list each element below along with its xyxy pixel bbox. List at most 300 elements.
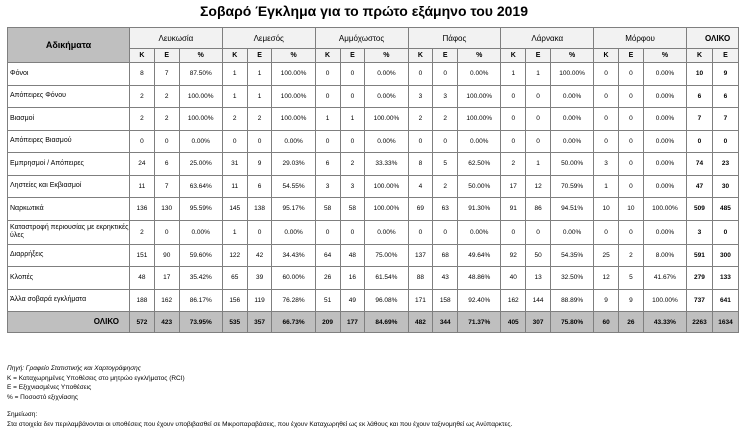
totals-row <box>8 312 739 333</box>
value-cell: 66.73% <box>272 312 315 333</box>
page-title: Σοβαρό Έγκλημα για το πρώτο εξάμηνο του 2019 <box>200 3 528 19</box>
value-cell: 64 <box>315 244 340 267</box>
region-header-ammochostos: Αμμόχωστος <box>315 28 408 49</box>
value-cell: 9 <box>594 289 619 312</box>
value-cell: 69 <box>408 198 433 221</box>
subheader-cell: % <box>551 49 594 63</box>
value-cell: 0 <box>408 63 433 86</box>
value-cell: 26 <box>619 312 644 333</box>
value-cell: 145 <box>222 198 247 221</box>
region-header-total: ΟΛΙΚΟ <box>687 28 739 49</box>
value-cell: 0 <box>315 220 340 244</box>
value-cell: 3 <box>594 153 619 176</box>
value-cell: 100.00% <box>551 63 594 86</box>
value-cell: 65 <box>222 267 247 290</box>
value-cell: 0.00% <box>551 130 594 153</box>
value-cell: 100.00% <box>365 108 408 131</box>
value-cell: 0.00% <box>365 63 408 86</box>
value-cell: 0.00% <box>643 108 686 131</box>
value-cell: 0.00% <box>551 85 594 108</box>
table-row <box>8 289 739 312</box>
value-cell: 0 <box>433 63 458 86</box>
total-value-cell: 0 <box>687 130 713 153</box>
value-cell: 0.00% <box>365 130 408 153</box>
value-cell: 0 <box>594 130 619 153</box>
source-text: Γραφείο Στατιστικής και Χαρτογράφησης <box>25 365 141 372</box>
value-cell: 100.00% <box>272 108 315 131</box>
value-cell: 144 <box>526 289 551 312</box>
value-cell: 138 <box>247 198 272 221</box>
value-cell: 54.55% <box>272 175 315 198</box>
value-cell: 1 <box>247 85 272 108</box>
value-cell: 2 <box>408 108 433 131</box>
table-row <box>8 198 739 221</box>
value-cell: 70.59% <box>551 175 594 198</box>
value-cell: 8 <box>408 153 433 176</box>
value-cell: 48 <box>129 267 154 290</box>
value-cell: 96.08% <box>365 289 408 312</box>
total-value-cell: 509 <box>687 198 713 221</box>
value-cell: 209 <box>315 312 340 333</box>
value-cell: 0 <box>433 220 458 244</box>
value-cell: 0.00% <box>179 130 222 153</box>
value-cell: 0.00% <box>365 85 408 108</box>
value-cell: 87.50% <box>179 63 222 86</box>
value-cell: 7 <box>154 175 179 198</box>
value-cell: 4 <box>408 175 433 198</box>
value-cell: 54.35% <box>551 244 594 267</box>
total-subheader-cell: Ε <box>712 49 738 63</box>
value-cell: 0.00% <box>179 220 222 244</box>
value-cell: 92 <box>501 244 526 267</box>
value-cell: 0 <box>619 63 644 86</box>
value-cell: 0 <box>619 130 644 153</box>
value-cell: 2 <box>619 244 644 267</box>
value-cell: 2 <box>222 108 247 131</box>
subheader-cell: % <box>272 49 315 63</box>
value-cell: 188 <box>129 289 154 312</box>
value-cell: 0 <box>594 108 619 131</box>
value-cell: 76.28% <box>272 289 315 312</box>
value-cell: 0 <box>129 130 154 153</box>
value-cell: 5 <box>619 267 644 290</box>
value-cell: 48 <box>340 244 365 267</box>
value-cell: 60.00% <box>272 267 315 290</box>
value-cell: 0 <box>154 220 179 244</box>
subheader-cell: Ε <box>619 49 644 63</box>
value-cell: 2 <box>154 85 179 108</box>
total-value-cell: 23 <box>712 153 738 176</box>
value-cell: 6 <box>247 175 272 198</box>
value-cell: 0 <box>526 130 551 153</box>
value-cell: 0.00% <box>643 63 686 86</box>
value-cell: 100.00% <box>365 198 408 221</box>
value-cell: 0 <box>501 220 526 244</box>
value-cell: 0 <box>340 85 365 108</box>
value-cell: 1 <box>315 108 340 131</box>
total-value-cell: 7 <box>712 108 738 131</box>
value-cell: 1 <box>501 63 526 86</box>
value-cell: 0 <box>315 130 340 153</box>
value-cell: 12 <box>526 175 551 198</box>
value-cell: 32.50% <box>551 267 594 290</box>
value-cell: 41.67% <box>643 267 686 290</box>
value-cell: 0 <box>222 130 247 153</box>
value-cell: 51 <box>315 289 340 312</box>
value-cell: 95.59% <box>179 198 222 221</box>
value-cell: 42 <box>247 244 272 267</box>
value-cell: 63 <box>433 198 458 221</box>
value-cell: 0 <box>619 175 644 198</box>
value-cell: 90 <box>154 244 179 267</box>
value-cell: 0.00% <box>643 175 686 198</box>
subheader-cell: Κ <box>129 49 154 63</box>
total-value-cell: 47 <box>687 175 713 198</box>
crime-name-cell: Ληστείες και Εκβιασμοί <box>8 175 130 198</box>
subheader-cell: Ε <box>526 49 551 63</box>
value-cell: 8.00% <box>643 244 686 267</box>
value-cell: 100.00% <box>272 63 315 86</box>
crime-name-cell: Φόνοι <box>8 63 130 86</box>
value-cell: 151 <box>129 244 154 267</box>
legend-line-e: Ε = Εξιχνιασμένες Υποθέσεις <box>7 384 92 391</box>
value-cell: 84.69% <box>365 312 408 333</box>
crime-name-cell: Εμπρησμοί / Απόπειρες <box>8 153 130 176</box>
value-cell: 8 <box>129 63 154 86</box>
value-cell: 0.00% <box>458 220 501 244</box>
crime-name-cell: Διαρρήξεις <box>8 244 130 267</box>
crime-name-cell: Κλοπές <box>8 267 130 290</box>
subheader-cell: Κ <box>501 49 526 63</box>
value-cell: 63.64% <box>179 175 222 198</box>
value-cell: 0 <box>247 220 272 244</box>
value-cell: 2 <box>501 153 526 176</box>
value-cell: 0 <box>594 220 619 244</box>
value-cell: 0 <box>501 108 526 131</box>
total-value-cell: 7 <box>687 108 713 131</box>
crime-name-cell: Καταστροφή περιουσίας με εκρηκτικές ύλες <box>8 220 130 244</box>
value-cell: 1 <box>526 63 551 86</box>
value-cell: 0 <box>594 63 619 86</box>
value-cell: 94.51% <box>551 198 594 221</box>
subheader-cell: % <box>458 49 501 63</box>
value-cell: 2 <box>247 108 272 131</box>
total-value-cell: 300 <box>712 244 738 267</box>
subheader-cell: Ε <box>247 49 272 63</box>
value-cell: 5 <box>433 153 458 176</box>
value-cell: 91.30% <box>458 198 501 221</box>
value-cell: 25 <box>594 244 619 267</box>
value-cell: 2 <box>340 153 365 176</box>
value-cell: 31 <box>222 153 247 176</box>
value-cell: 0.00% <box>643 153 686 176</box>
value-cell: 162 <box>501 289 526 312</box>
value-cell: 7 <box>154 63 179 86</box>
region-header-lefkosia: Λευκωσία <box>129 28 222 49</box>
crime-statistics-table <box>7 27 739 333</box>
value-cell: 24 <box>129 153 154 176</box>
subheader-cell: Ε <box>340 49 365 63</box>
value-cell: 0 <box>619 220 644 244</box>
value-cell: 11 <box>222 175 247 198</box>
value-cell: 0 <box>408 130 433 153</box>
total-subheader-cell: Κ <box>687 49 713 63</box>
value-cell: 100.00% <box>179 108 222 131</box>
value-cell: 0 <box>315 85 340 108</box>
value-cell: 0.00% <box>643 130 686 153</box>
value-cell: 39 <box>247 267 272 290</box>
total-value-cell: 6 <box>712 85 738 108</box>
table-row <box>8 267 739 290</box>
value-cell: 2 <box>129 108 154 131</box>
value-cell: 88.89% <box>551 289 594 312</box>
value-cell: 13 <box>526 267 551 290</box>
value-cell: 357 <box>247 312 272 333</box>
value-cell: 29.03% <box>272 153 315 176</box>
value-cell: 12 <box>594 267 619 290</box>
value-cell: 0 <box>501 130 526 153</box>
value-cell: 1 <box>526 153 551 176</box>
total-value-cell: 1634 <box>712 312 738 333</box>
value-cell: 50.00% <box>551 153 594 176</box>
value-cell: 100.00% <box>365 175 408 198</box>
table-body <box>8 63 739 333</box>
value-cell: 75.80% <box>551 312 594 333</box>
region-header-morfou: Μόρφου <box>594 28 687 49</box>
value-cell: 1 <box>340 108 365 131</box>
value-cell: 100.00% <box>272 85 315 108</box>
table-row <box>8 153 739 176</box>
value-cell: 0.00% <box>551 220 594 244</box>
subheader-cell: Ε <box>154 49 179 63</box>
value-cell: 25.00% <box>179 153 222 176</box>
value-cell: 482 <box>408 312 433 333</box>
value-cell: 0.00% <box>272 220 315 244</box>
crime-column-header: Αδικήματα <box>8 28 130 63</box>
region-header-pafos: Πάφος <box>408 28 501 49</box>
value-cell: 100.00% <box>643 289 686 312</box>
value-cell: 0 <box>526 85 551 108</box>
value-cell: 73.95% <box>179 312 222 333</box>
remark-label: Σημείωση: <box>7 411 38 418</box>
value-cell: 2 <box>154 108 179 131</box>
value-cell: 86 <box>526 198 551 221</box>
value-cell: 156 <box>222 289 247 312</box>
table-row <box>8 175 739 198</box>
value-cell: 2 <box>433 175 458 198</box>
value-cell: 34.43% <box>272 244 315 267</box>
value-cell: 43.33% <box>643 312 686 333</box>
totals-label: ΟΛΙΚΟ <box>8 312 130 333</box>
value-cell: 535 <box>222 312 247 333</box>
value-cell: 49 <box>340 289 365 312</box>
total-value-cell: 591 <box>687 244 713 267</box>
value-cell: 60 <box>594 312 619 333</box>
value-cell: 0 <box>340 130 365 153</box>
value-cell: 50 <box>526 244 551 267</box>
remark-text: Στα στοιχεία δεν περιλαμβάνονται οι υποθέσεις που έχουν υποβιβασθεί σε Μικροπαραβάσεις, που έχουν Καταχωρηθεί ως εκ λάθους και που έχουν ταξινομηθεί ως Ανύπαρκτες. <box>7 420 513 428</box>
value-cell: 1 <box>594 175 619 198</box>
value-cell: 86.17% <box>179 289 222 312</box>
total-value-cell: 0 <box>712 220 738 244</box>
value-cell: 62.50% <box>458 153 501 176</box>
value-cell: 2 <box>129 220 154 244</box>
value-cell: 0 <box>433 130 458 153</box>
value-cell: 58 <box>340 198 365 221</box>
legend-line-percent: % = Ποσοστό εξιχνίασης <box>7 393 78 401</box>
crime-name-cell: Άλλα σοβαρά εγκλήματα <box>8 289 130 312</box>
value-cell: 137 <box>408 244 433 267</box>
subheader-cell: Κ <box>408 49 433 63</box>
value-cell: 100.00% <box>179 85 222 108</box>
value-cell: 50.00% <box>458 175 501 198</box>
value-cell: 3 <box>340 175 365 198</box>
value-cell: 0 <box>154 130 179 153</box>
value-cell: 33.33% <box>365 153 408 176</box>
value-cell: 171 <box>408 289 433 312</box>
value-cell: 0 <box>408 220 433 244</box>
total-value-cell: 133 <box>712 267 738 290</box>
value-cell: 405 <box>501 312 526 333</box>
total-value-cell: 737 <box>687 289 713 312</box>
value-cell: 177 <box>340 312 365 333</box>
total-value-cell: 3 <box>687 220 713 244</box>
total-value-cell: 9 <box>712 63 738 86</box>
value-cell: 9 <box>619 289 644 312</box>
crime-name-cell: Απόπειρες Βιασμού <box>8 130 130 153</box>
value-cell: 95.17% <box>272 198 315 221</box>
total-value-cell: 0 <box>712 130 738 153</box>
value-cell: 6 <box>315 153 340 176</box>
source-label: Πηγή: <box>7 365 24 372</box>
subheader-cell: % <box>179 49 222 63</box>
value-cell: 0.00% <box>643 220 686 244</box>
value-cell: 0.00% <box>643 85 686 108</box>
value-cell: 158 <box>433 289 458 312</box>
value-cell: 0 <box>315 63 340 86</box>
value-cell: 2 <box>433 108 458 131</box>
remark-block <box>7 410 512 429</box>
value-cell: 0 <box>526 220 551 244</box>
value-cell: 0.00% <box>272 130 315 153</box>
value-cell: 48.86% <box>458 267 501 290</box>
crime-name-cell: Ναρκωτικά <box>8 198 130 221</box>
value-cell: 0 <box>501 85 526 108</box>
value-cell: 0 <box>594 85 619 108</box>
value-cell: 1 <box>247 63 272 86</box>
value-cell: 100.00% <box>458 108 501 131</box>
value-cell: 1 <box>222 63 247 86</box>
value-cell: 100.00% <box>458 85 501 108</box>
table-row <box>8 85 739 108</box>
table-row <box>8 63 739 86</box>
value-cell: 0.00% <box>551 108 594 131</box>
value-cell: 0 <box>619 85 644 108</box>
subheader-cell: % <box>643 49 686 63</box>
value-cell: 40 <box>501 267 526 290</box>
value-cell: 49.64% <box>458 244 501 267</box>
value-cell: 59.60% <box>179 244 222 267</box>
value-cell: 6 <box>154 153 179 176</box>
value-cell: 68 <box>433 244 458 267</box>
value-cell: 2 <box>129 85 154 108</box>
value-cell: 75.00% <box>365 244 408 267</box>
total-value-cell: 30 <box>712 175 738 198</box>
value-cell: 3 <box>408 85 433 108</box>
value-cell: 91 <box>501 198 526 221</box>
value-cell: 17 <box>154 267 179 290</box>
legend-line-k: Κ = Καταχωρημένες Υποθέσεις στο μητρώο εγκλήματος (RCI) <box>7 374 185 382</box>
total-value-cell: 6 <box>687 85 713 108</box>
total-value-cell: 74 <box>687 153 713 176</box>
value-cell: 119 <box>247 289 272 312</box>
value-cell: 0 <box>247 130 272 153</box>
value-cell: 43 <box>433 267 458 290</box>
value-cell: 423 <box>154 312 179 333</box>
value-cell: 10 <box>619 198 644 221</box>
subheader-cell: Ε <box>433 49 458 63</box>
value-cell: 26 <box>315 267 340 290</box>
total-value-cell: 279 <box>687 267 713 290</box>
value-cell: 1 <box>222 85 247 108</box>
value-cell: 92.40% <box>458 289 501 312</box>
value-cell: 0.00% <box>458 63 501 86</box>
value-cell: 3 <box>315 175 340 198</box>
value-cell: 100.00% <box>643 198 686 221</box>
table-row <box>8 220 739 244</box>
value-cell: 35.42% <box>179 267 222 290</box>
value-cell: 1 <box>222 220 247 244</box>
value-cell: 9 <box>247 153 272 176</box>
total-value-cell: 641 <box>712 289 738 312</box>
value-cell: 61.54% <box>365 267 408 290</box>
value-cell: 0 <box>619 153 644 176</box>
subheader-cell: % <box>365 49 408 63</box>
value-cell: 0.00% <box>365 220 408 244</box>
value-cell: 307 <box>526 312 551 333</box>
table-row <box>8 108 739 131</box>
value-cell: 0 <box>340 220 365 244</box>
value-cell: 136 <box>129 198 154 221</box>
value-cell: 0.00% <box>458 130 501 153</box>
table-row <box>8 244 739 267</box>
notes-block <box>7 364 185 402</box>
crime-table-container <box>7 27 733 363</box>
value-cell: 0 <box>619 108 644 131</box>
total-value-cell: 485 <box>712 198 738 221</box>
value-cell: 16 <box>340 267 365 290</box>
crime-name-cell: Βιασμοί <box>8 108 130 131</box>
subheader-cell: Κ <box>222 49 247 63</box>
total-value-cell: 10 <box>687 63 713 86</box>
value-cell: 58 <box>315 198 340 221</box>
value-cell: 122 <box>222 244 247 267</box>
value-cell: 162 <box>154 289 179 312</box>
value-cell: 3 <box>433 85 458 108</box>
value-cell: 10 <box>594 198 619 221</box>
crime-name-cell: Απόπειρες Φόνου <box>8 85 130 108</box>
table-row <box>8 130 739 153</box>
value-cell: 11 <box>129 175 154 198</box>
value-cell: 572 <box>129 312 154 333</box>
value-cell: 71.37% <box>458 312 501 333</box>
value-cell: 0 <box>526 108 551 131</box>
value-cell: 0 <box>340 63 365 86</box>
value-cell: 17 <box>501 175 526 198</box>
total-value-cell: 2263 <box>687 312 713 333</box>
subheader-cell: Κ <box>594 49 619 63</box>
subheader-cell: Κ <box>315 49 340 63</box>
